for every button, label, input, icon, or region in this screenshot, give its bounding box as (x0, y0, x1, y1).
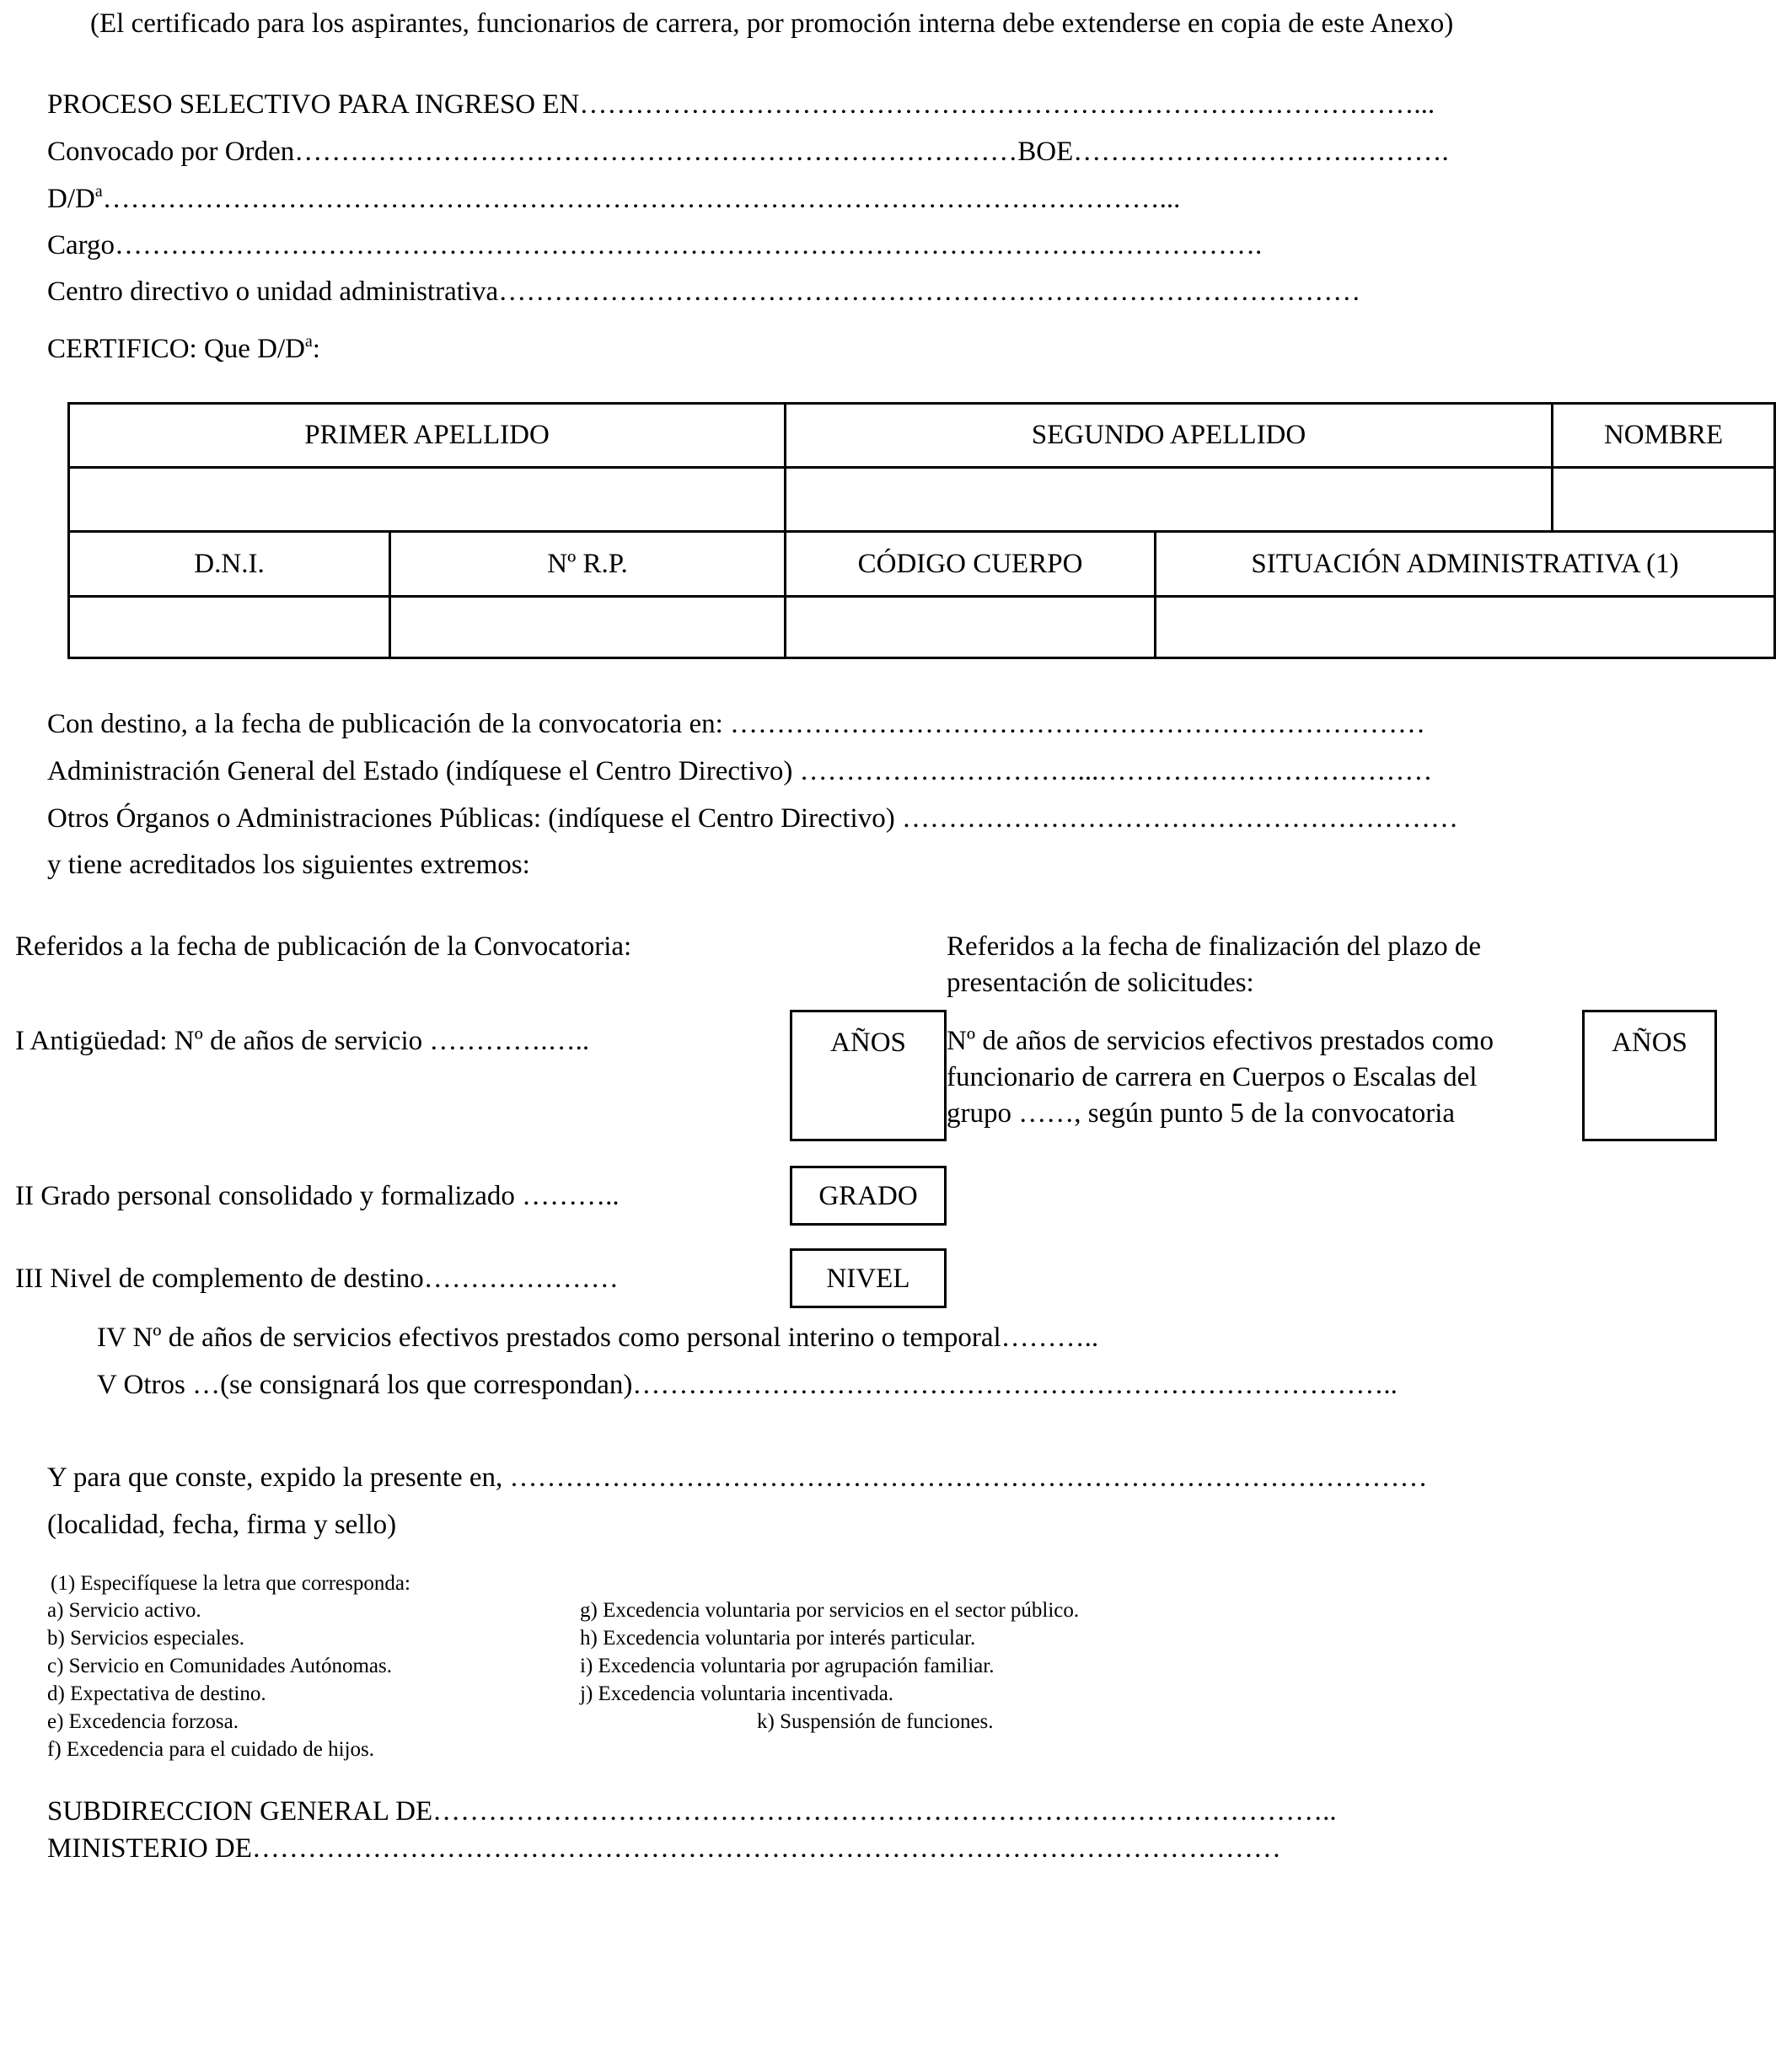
header-nombre: NOMBRE (1553, 404, 1775, 468)
cargo-field: Cargo……………………………………………………………………………………………………………. (47, 230, 1263, 260)
footnote-d: d) Expectativa de destino. (47, 1682, 266, 1705)
dd-sup: a (94, 182, 103, 201)
footnote-title: (1) Especifíquese la letra que corresponda: (51, 1572, 410, 1595)
anos-box[interactable] (790, 1010, 947, 1141)
footnote-k: k) Suspensión de funciones. (757, 1710, 994, 1733)
referidos-publicacion: Referidos a la fecha de publicación de la Convocatoria: (15, 931, 632, 962)
certifico-line (47, 332, 320, 364)
nivel-label: III Nivel de complemento de destino………………… (15, 1264, 619, 1294)
footnote-j: j) Excedencia voluntaria incentivada. (580, 1682, 894, 1705)
otros-line: V Otros …(se consignará los que correspondan)……………………………………………………………………….. (97, 1370, 1398, 1400)
ministerio-line: MINISTERIO DE………………………………………………………………………………………………… (47, 1833, 1281, 1864)
subdireccion-general-line: SUBDIRECCION GENERAL DE…………………………………………………………………………………….. (47, 1796, 1337, 1827)
header-note: (El certificado para los aspirantes, funcionarios de carrera, por promoción interna debe extenderse en copia de este Anexo) (90, 8, 1454, 39)
centro-directivo-field: Centro directivo o unidad administrativa………………………………………………………………………………… (47, 276, 1361, 307)
certifico-sup: a (305, 332, 313, 351)
convocado-field: Convocado por Orden……………………………………………………………………BOE………………………….………. (47, 137, 1449, 167)
servicios-efectivos-desc-1: Nº de años de servicios efectivos prestados como (947, 1026, 1494, 1056)
header-primer-apellido: PRIMER APELLIDO (69, 404, 786, 468)
grado-label: II Grado personal consolidado y formalizado ……….. (15, 1181, 620, 1211)
anos-box-2-label: AÑOS (1612, 1028, 1687, 1058)
interesado-field (47, 182, 1181, 214)
anos-box-label: AÑOS (830, 1028, 906, 1058)
antiguedad-label: I Antigüedad: Nº de años de servicio ………….….. (15, 1026, 590, 1056)
nivel-box-label: NIVEL (826, 1264, 910, 1294)
input-segundo-apellido[interactable] (786, 468, 1553, 532)
certifico-colon: : (312, 334, 320, 364)
age-line: Administración General del Estado (indíquese el Centro Directivo) …………………………...……………………………… (47, 756, 1433, 786)
acreditados-line: y tiene acreditados los siguientes extremos: (47, 850, 530, 880)
otros-organos-line: Otros Órganos o Administraciones Públicas: (indíquese el Centro Directivo) …………………………………………………… (47, 803, 1458, 834)
footnote-c: c) Servicio en Comunidades Autónomas. (47, 1655, 392, 1677)
footnote-f: f) Excedencia para el cuidado de hijos. (47, 1738, 375, 1761)
referidos-finalizacion-2: presentación de solicitudes: (947, 968, 1254, 998)
input-nombre[interactable] (1553, 468, 1775, 532)
grado-box[interactable] (790, 1166, 947, 1226)
header-situacion-administrativa: SITUACIÓN ADMINISTRATIVA (1) (1156, 532, 1775, 597)
header-dni: D.N.I. (69, 532, 390, 597)
nivel-box[interactable] (790, 1248, 947, 1308)
dd-label: D/D (47, 184, 95, 214)
header-codigo-cuerpo: CÓDIGO CUERPO (786, 532, 1156, 597)
identification-table (67, 402, 1776, 659)
servicios-efectivos-desc-2: funcionario de carrera en Cuerpos o Escalas del (947, 1062, 1478, 1092)
input-primer-apellido[interactable] (69, 468, 786, 532)
footnote-b: b) Servicios especiales. (47, 1627, 244, 1650)
footnote-g: g) Excedencia voluntaria por servicios en el sector público. (580, 1599, 1080, 1622)
servicios-efectivos-desc-3: grupo ……, según punto 5 de la convocatoria (947, 1098, 1456, 1129)
dd-dots: ……………………………………………………………………………………………………... (102, 184, 1181, 214)
proceso-selectivo-field: PROCESO SELECTIVO PARA INGRESO EN………………………………………………………………………………... (47, 89, 1435, 120)
expido-line: Y para que conste, expido la presente en, ……………………………………………………………………………………… (47, 1462, 1428, 1493)
input-codigo-cuerpo[interactable] (786, 597, 1156, 658)
localidad-fecha-firma: (localidad, fecha, firma y sello) (47, 1510, 397, 1540)
header-segundo-apellido: SEGUNDO APELLIDO (786, 404, 1553, 468)
referidos-finalizacion-1: Referidos a la fecha de finalización del plazo de (947, 931, 1482, 962)
certifico-label: CERTIFICO: Que D/D (47, 334, 306, 364)
anos-box-2[interactable] (1582, 1010, 1717, 1141)
grado-box-label: GRADO (818, 1181, 918, 1211)
input-nrp[interactable] (390, 597, 786, 658)
input-situacion-administrativa[interactable] (1156, 597, 1775, 658)
header-nrp: Nº R.P. (390, 532, 786, 597)
destino-line: Con destino, a la fecha de publicación de la convocatoria en: ………………………………………………………………… (47, 709, 1426, 739)
footnote-i: i) Excedencia voluntaria por agrupación familiar. (580, 1655, 995, 1677)
footnote-h: h) Excedencia voluntaria por interés particular. (580, 1627, 976, 1650)
footnote-e: e) Excedencia forzosa. (47, 1710, 239, 1733)
input-dni[interactable] (69, 597, 390, 658)
interino-line: IV Nº de años de servicios efectivos prestados como personal interino o temporal……….. (97, 1323, 1099, 1353)
footnote-a: a) Servicio activo. (47, 1599, 201, 1622)
